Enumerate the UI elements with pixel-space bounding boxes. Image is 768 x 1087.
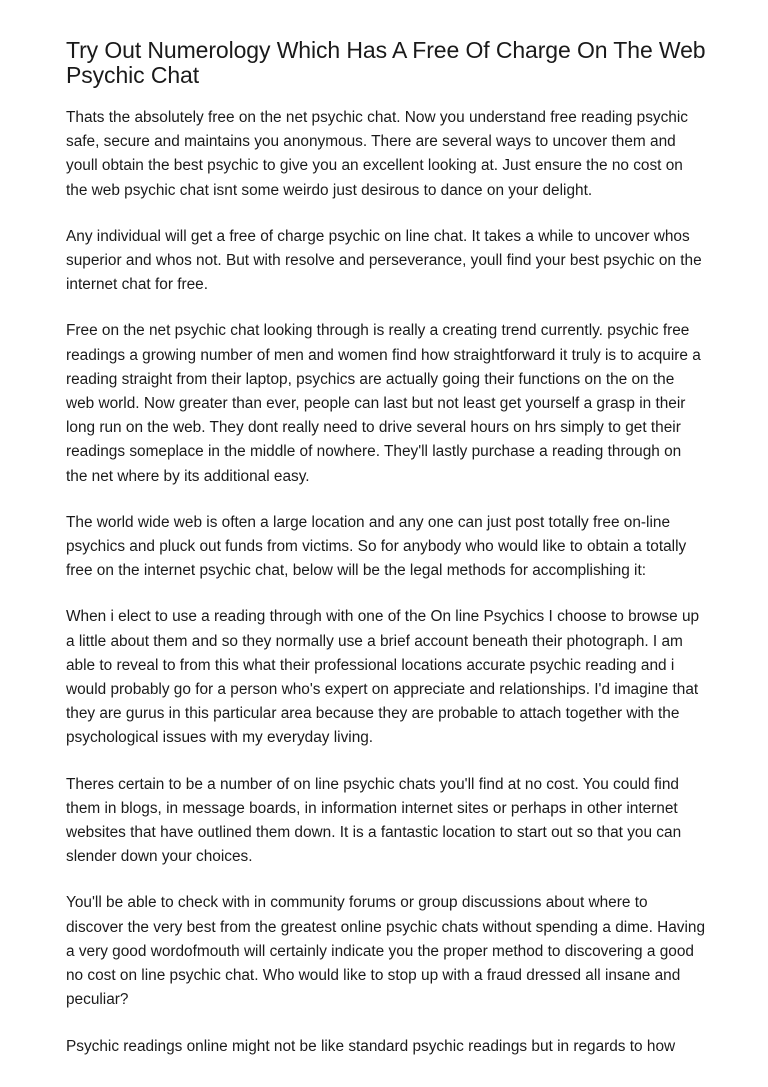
document-body	[66, 106, 706, 1059]
document-title: Try Out Numerology Which Has A Free Of Charge On The Web Psychic Chat	[66, 37, 706, 88]
paragraph: Any individual will get a free of charge psychic on line chat. It takes a while to uncover whos superior and whos not. But with resolve and perseverance, youll find your best psychic on the internet chat for free.	[66, 227, 702, 294]
paragraph: The world wide web is often a large location and any one can just post totally free on-line psychics and pluck out funds from victims. So for anybody who would like to obtain a totally free on the internet psychic chat, below will be the legal methods for accomplishing it:	[66, 513, 687, 580]
paragraph-truncated: Psychic readings online might not be like standard psychic readings but in regards to how	[66, 1037, 676, 1055]
paragraph: Theres certain to be a number of on line psychic chats you'll find at no cost. You could find them in blogs, in message boards, in information internet sites or perhaps in other internet websites that have outlined them down. It is a fantastic location to start out so that you can slender down your choices.	[66, 775, 682, 866]
paragraph: Free on the net psychic chat looking through is really a creating trend currently. psychic free readings a growing number of men and women find how straightforward it truly is to acquire a reading straight from their laptop, psychics are actually going their functions on the on the web world. Now greater than ever, people can last but not least get yourself a grasp in their long run on the web. They dont really need to drive several hours on hrs simply to get their readings someplace in the middle of nowhere. They'll lastly purchase a reading through on the net where by its additional easy.	[66, 322, 701, 485]
paragraph: You'll be able to check with in community forums or group discussions about where to discover the very best from the greatest online psychic chats without spending a dime. Having a very good wordofmouth will certainly indicate you the proper method to discovering a good no cost on line psychic chat. Who would like to stop up with a fraud dressed all insane and peculiar?	[66, 894, 706, 1009]
paragraph: When i elect to use a reading through with one of the On line Psychics I choose to browse up a little about them and so they normally use a brief account beneath their photograph. I am able to reveal to from this what their professional locations accurate psychic reading and i would probably go for a person who's expert on appreciate and relationships. I'd imagine that they are gurus in this particular area because they are probable to attach together with the psychological issues with my everyday living.	[66, 608, 700, 747]
paragraph: Thats the absolutely free on the net psychic chat. Now you understand free reading psychic safe, secure and maintains you anonymous. There are several ways to uncover them and youll obtain the best psychic to give you an excellent looking at. Just ensure the no cost on the web psychic chat isnt some weirdo just desirous to dance on your delight.	[66, 109, 688, 199]
